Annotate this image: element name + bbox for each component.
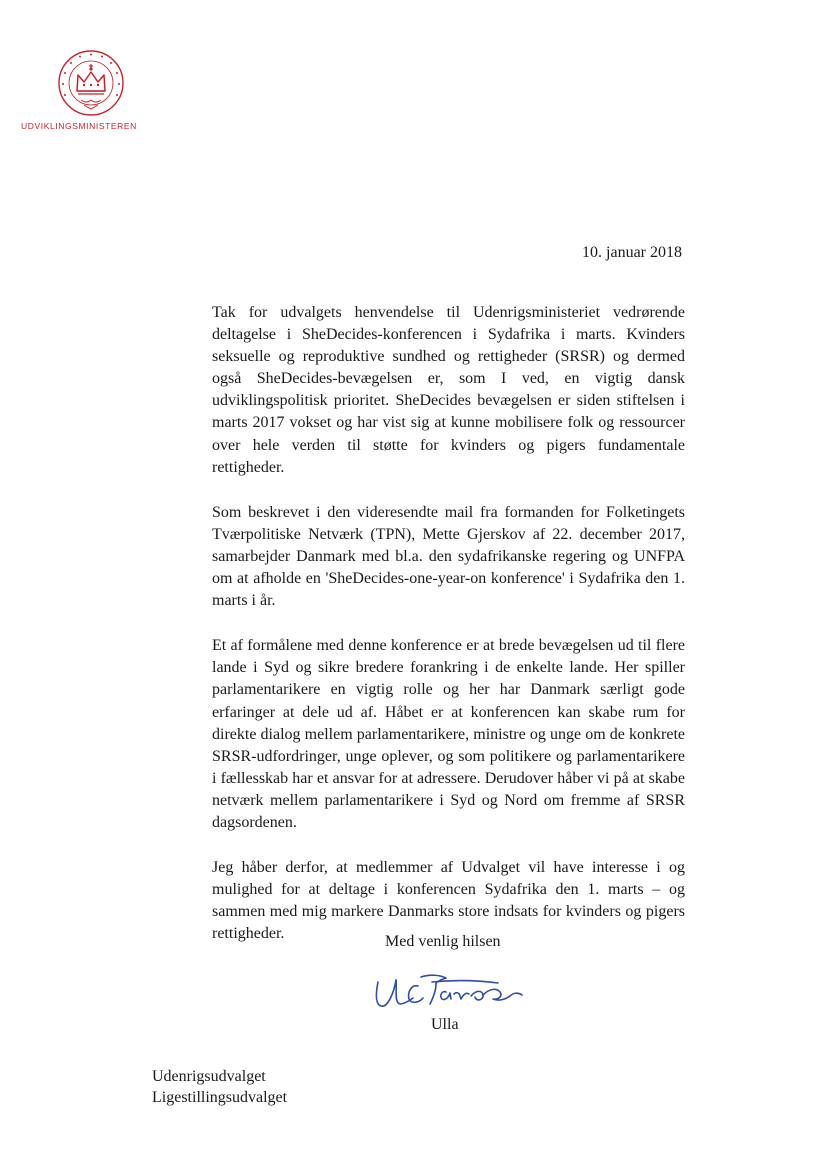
signer-name: Ulla [431,1016,459,1033]
recipients-block [152,1066,287,1108]
letter-date: 10. januar 2018 [582,244,682,261]
handwritten-signature [372,968,537,1016]
recipient-line: Udenrigsudvalget [152,1068,266,1085]
crown-seal-logo [56,48,126,118]
paragraph-1: Tak for udvalgets henvendelse til Udenrigsministeriet vedrørende deltagelse i SheDecides-konferencen i Sydafrika i marts. Kvinders seksuelle og reproduktive sundhed og rettigheder (SRSR) og dermed også SheDecides-bevægelsen er, som I ved, en vigtig dansk udviklingspolitisk prioritet. SheDecides bevægelsen er siden stiftelsen i marts 2017 vokset og har vist sig at kunne mobilisere folk og ressourcer over hele verden til støtte for kvinders og pigers fundamentale rettigheder. [212,304,685,476]
recipient-line: Ligestillingsudvalget [152,1089,288,1106]
paragraph-4: Jeg håber derfor, at medlemmer af Udvalget vil have interesse i og mulighed for at deltage i konferencen Sydafrika den 1. marts – og sammen med mig markere Danmarks store indsats for kvinders og pigers rettigheder. [212,859,685,943]
paragraph-3: Et af formålene med denne konference er at brede bevægelsen ud til flere lande i Syd og sikre bredere forankring i de enkelte lande. Her spiller parlamentarikere en vigtig rolle og her har Danmark særligt gode erfaringer at dele ud af. Håbet er at konferencen kan skabe rum for direkte dialog mellem parlamentarikere, ministre og unge om de konkrete SRSR-udfordringer, unge oplever, og som politikere og parlamentarikere i fællesskab har et ansvar for at adressere. Derudover håber vi på at skabe netværk mellem parlamentarikere i Syd og Nord om fremme af SRSR dagsordenen. [212,637,685,831]
paragraph-2: Som beskrevet i den videresendte mail fra formanden for Folketingets Tværpolitiske Netværk (TPN), Mette Gjerskov af 22. december 2017, samarbejder Danmark med bl.a. den sydafrikanske regering og UNFPA om at afholde en 'SheDecides-one-year-on konference' i Sydafrika den 1. marts i år. [212,503,685,610]
organization-name: UDVIKLINGSMINISTEREN [21,121,137,131]
letter-body [212,302,685,968]
closing-salutation: Med venlig hilsen [385,933,501,950]
